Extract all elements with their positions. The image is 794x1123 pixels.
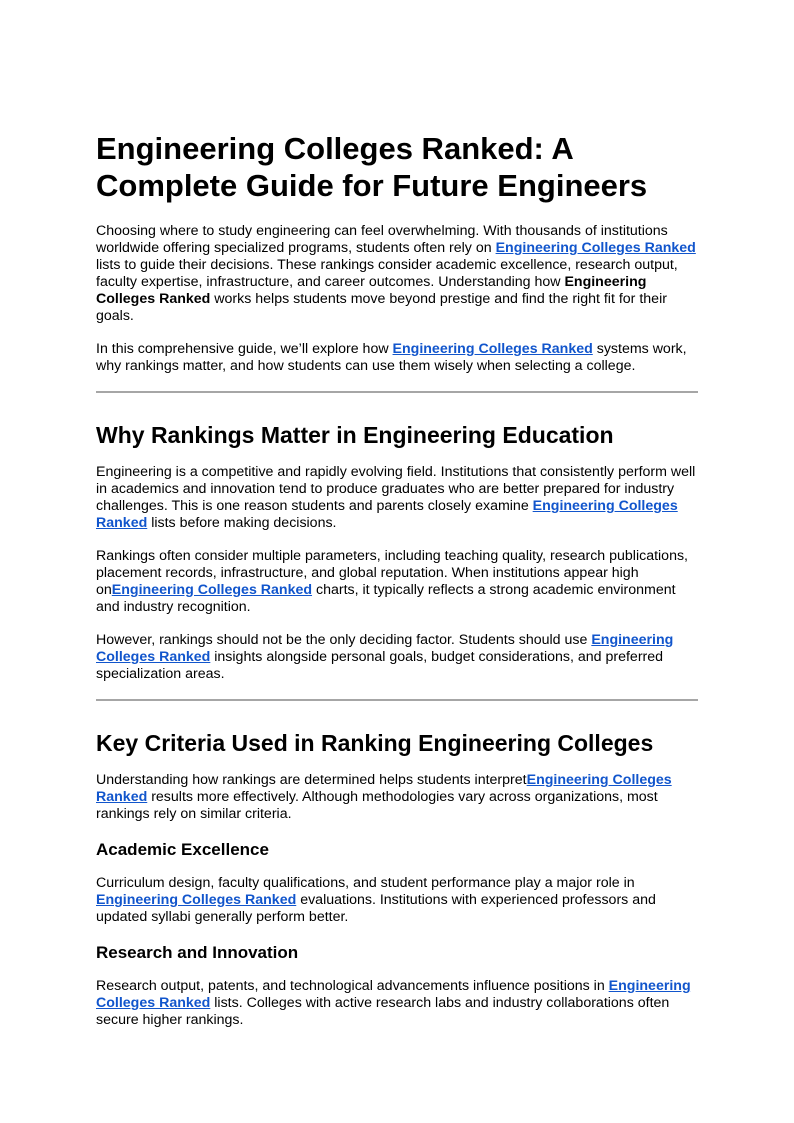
document-page (96, 130, 698, 1045)
text: Understanding how rankings are determined helps students interpret (96, 772, 527, 788)
why-paragraph-2 (96, 548, 698, 616)
text: Curriculum design, faculty qualifications, and student performance play a major role in (96, 875, 635, 891)
text: Choosing where to study engineering can feel overwhelming. With thousands of institutions worldwide offering specialized programs, students often rely on (96, 223, 668, 256)
section-heading-key-criteria: Key Criteria Used in Ranking Engineering Colleges (96, 730, 654, 756)
engineering-colleges-ranked-link[interactable]: Engineering Colleges Ranked (96, 498, 678, 531)
text: Research output, patents, and technological advancements influence positions in (96, 978, 609, 994)
section-heading-why-rankings: Why Rankings Matter in Engineering Education (96, 422, 614, 448)
engineering-colleges-ranked-link[interactable]: Engineering Colleges Ranked (96, 632, 674, 665)
why-paragraph-1 (96, 464, 698, 532)
text: charts, it typically reflects a strong academic environment and industry recognition. (96, 582, 676, 615)
engineering-colleges-ranked-link[interactable]: Engineering Colleges Ranked (495, 240, 696, 256)
engineering-colleges-ranked-link[interactable]: Engineering Colleges Ranked (111, 582, 313, 598)
intro-paragraph-1 (96, 223, 698, 325)
text: However, rankings should not be the only deciding factor. Students should use (96, 632, 592, 648)
engineering-colleges-ranked-link[interactable]: Engineering Colleges Ranked (96, 772, 672, 805)
page-title: Engineering Colleges Ranked: A Complete Guide for Future Engineers (96, 131, 648, 203)
engineering-colleges-ranked-link[interactable]: Engineering Colleges Ranked (96, 892, 297, 908)
text: Engineering is a competitive and rapidly evolving field. Institutions that consistently perform well in academics and innovation tend to produce graduates who are better prepared for industry challenges. This is one reason students and parents closely examine (96, 464, 696, 514)
engineering-colleges-ranked-link[interactable]: Engineering Colleges Ranked (96, 978, 691, 1011)
criteria-paragraph-1 (96, 772, 698, 823)
section-divider (96, 391, 698, 393)
subheading-research-innovation: Research and Innovation (96, 943, 299, 962)
text: evaluations. Institutions with experienced professors and updated syllabi generally perform better. (96, 892, 656, 925)
bold-text: Engineering Colleges Ranked (96, 274, 647, 307)
text: Rankings often consider multiple parameters, including teaching quality, research publications, placement records, infrastructure, and global reputation. When institutions appear high on (96, 548, 688, 598)
text: lists to guide their decisions. These rankings consider academic excellence, research output, faculty expertise, infrastructure, and career outcomes. Understanding how (96, 257, 678, 290)
intro-paragraph-2 (96, 341, 698, 375)
subheading-academic-excellence: Academic Excellence (96, 840, 269, 859)
text: works helps students move beyond prestige and find the right fit for their goals. (96, 291, 667, 324)
why-paragraph-3 (96, 632, 698, 683)
section-divider (96, 699, 698, 701)
text: lists before making decisions. (147, 515, 337, 531)
text: In this comprehensive guide, we’ll explore how (96, 341, 393, 357)
text: insights alongside personal goals, budget considerations, and preferred specialization areas. (96, 649, 664, 682)
text: systems work, why rankings matter, and how students can use them wisely when selecting a college. (96, 341, 687, 374)
research-paragraph (96, 978, 698, 1029)
text: results more effectively. Although methodologies vary across organizations, most rankings rely on similar criteria. (96, 789, 658, 822)
text: lists. Colleges with active research labs and industry collaborations often secure higher rankings. (96, 995, 670, 1028)
academic-paragraph (96, 875, 698, 926)
engineering-colleges-ranked-link[interactable]: Engineering Colleges Ranked (392, 341, 593, 357)
